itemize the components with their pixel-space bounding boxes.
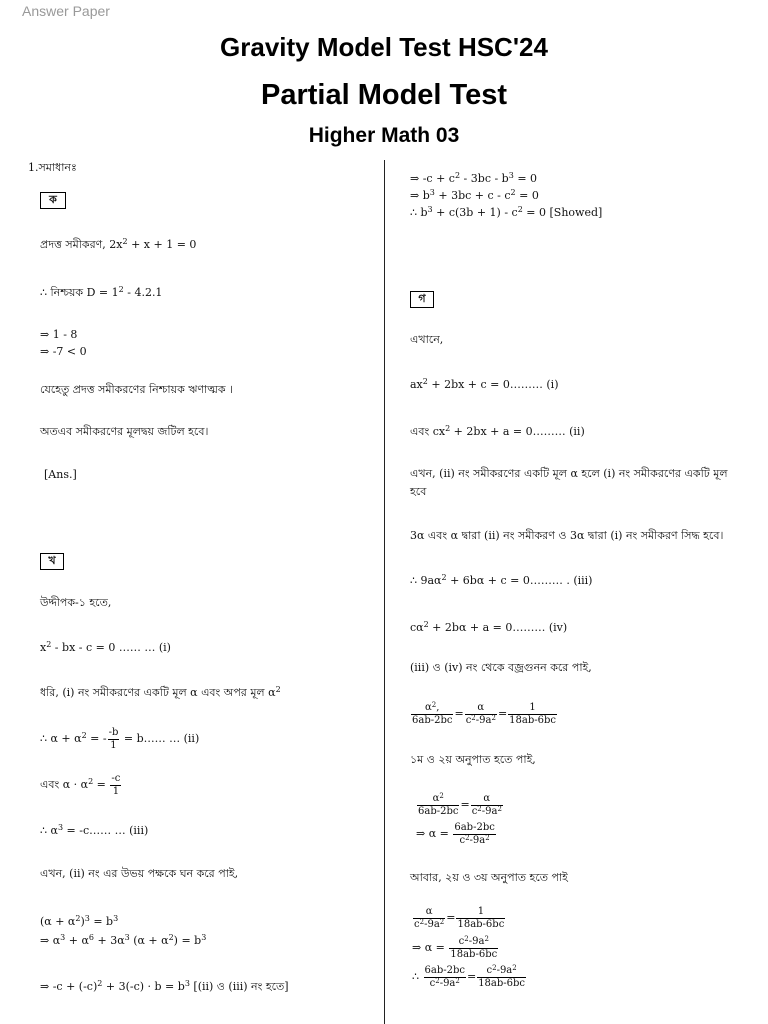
part-ka-box: ক — [40, 192, 66, 209]
subject-title: Higher Math 03 — [308, 124, 460, 147]
ka-step-1: ⇒ 1 - 8 — [40, 328, 78, 341]
ga-equation-iv: $c\alpha^2 + 2b\alpha + a$ = 0……… (iv) — [410, 620, 568, 634]
kha-cube-relation: ∴ $\alpha^3$ = -c…… … (iii) — [40, 823, 149, 837]
ga-final-equality: ∴ $\frac{6ab-2bc}{c^2-9a^2}$ = $\frac{c^2-9a^2}{18ab-6bc}$ — [412, 963, 526, 989]
ga-equation-i: $ax^2 + 2bx + c$ = 0……… (i) — [410, 377, 559, 391]
kha-product-of-roots: এবং $\alpha \cdot \alpha^2$ = $\frac{-c}{1}$ — [40, 772, 121, 797]
ga-now-line-1: এখন, (ii) নং সমীকরণের একটি মূল α হলে (i) নং সমীকরণের একটি মূল — [410, 467, 728, 480]
kha-from-stimulus: উদ্দীপক-১ হতে, — [40, 596, 112, 609]
part-kha-box: খ — [40, 553, 64, 570]
ka-step-2: ⇒ -7 < 0 — [40, 345, 87, 358]
ga-alpha-solution-2: ⇒ α = $\frac{c^2-9a^2}{18ab-6bc}$ — [412, 934, 498, 960]
ka-given-equation: প্রদত্ত সমীকরণ, $2x^2 + x + 1 = 0$ — [40, 237, 197, 251]
column-divider — [384, 160, 385, 1024]
ka-conclusion: অতএব সমীকরণের মূলদ্বয় জটিল হবে। — [40, 425, 209, 438]
ga-cross-result: $\frac{\alpha^2,}{6ab-2bc}$ = $\frac{\alpha}{c^2-9a^2}$ = $\frac{1}{18ab-6bc}$ — [412, 700, 556, 726]
ga-ratio-2-3-eq: $\frac{\alpha}{c^2-9a^2}$ = $\frac{1}{18ab-6bc}$ — [414, 905, 505, 930]
kha-now-cube: এখন, (ii) নং এর উভয় পক্ষকে ঘন করে পাই, — [40, 867, 239, 880]
part-ga-box: গ — [410, 291, 434, 308]
ka-reason: যেহেতু প্রদত্ত সমীকরণের নিশ্চায়ক ঋণাত্মক । — [40, 383, 233, 396]
ka-answer: [Ans.] — [44, 468, 77, 481]
kha-equation-i: $x^2$ - bx - c = 0 …… … (i) — [40, 640, 171, 654]
ga-ratio-1-2: ১ম ও ২য় অনুপাত হতে পাই, — [410, 753, 536, 766]
ga-ratio-1-2-eq: $\frac{\alpha^2}{6ab-2bc}$ = $\frac{\alpha}{c^2-9a^2}$ — [418, 791, 502, 817]
kha-cont-2: ⇒ $b^3 + 3bc + c - c^2 = 0$ — [410, 188, 539, 202]
ga-equation-ii: এবং $cx^2 + 2bx + a$ = 0……… (ii) — [410, 424, 585, 438]
page-subtitle: Partial Model Test — [260, 79, 508, 111]
ga-here: এখানে, — [410, 333, 444, 346]
question-label: 1.সমাধানঃ — [28, 161, 77, 174]
kha-expand-1: $(\alpha + \alpha^2)^3 = b^3$ — [40, 914, 119, 928]
ga-alpha-solution-1: ⇒ α = $\frac{6ab-2bc}{c^2-9a^2}$ — [416, 821, 495, 846]
ga-satisfy: 3α এবং α দ্বারা (ii) নং সমীকরণ ও 3α দ্বারা (i) নং সমীকরণ সিদ্ধ হবে। — [410, 529, 724, 542]
kha-cont-3: ∴ $b^3 + c(3b + 1) - c^2 = 0$ [Showed] — [410, 205, 603, 219]
page-title: Gravity Model Test HSC'24 — [220, 32, 548, 62]
kha-let-roots: ধরি, (i) নং সমীকরণের একটি মূল α এবং অপর মূল $\alpha^2$ — [40, 685, 281, 699]
kha-expand-3: ⇒ $-c + (-c)^2 + 3(-c) \cdot b = b^3$ [(ii) ও (iii) নং হতে] — [40, 979, 289, 993]
kha-cont-1: ⇒ $-c + c^2 - 3bc - b^3 = 0$ — [410, 171, 538, 185]
ga-now-line-2: হবে — [410, 485, 427, 498]
ka-discriminant: ∴ নিশ্চয়ক $D = 1^2 - 4.2.1$ — [40, 285, 163, 299]
ga-cross-multiply: (iii) ও (iv) নং থেকে বজ্রগুনন করে পাই, — [410, 661, 592, 674]
answer-paper-label: Answer Paper — [22, 3, 110, 19]
kha-expand-2: ⇒ $\alpha^3 + \alpha^6 + 3\alpha^3$ $(\alpha + \alpha^2) = b^3$ — [40, 933, 207, 947]
ga-equation-iii: ∴ $9a\alpha^2 + 6b\alpha + c$ = 0……… . (iii) — [410, 573, 593, 587]
kha-sum-of-roots: ∴ $\alpha + \alpha^2$ = - $\frac{-b}{1}$ = b…… … (ii) — [40, 726, 200, 751]
ga-ratio-2-3: আবার, ২য় ও ৩য় অনুপাত হতে পাই — [410, 871, 568, 884]
